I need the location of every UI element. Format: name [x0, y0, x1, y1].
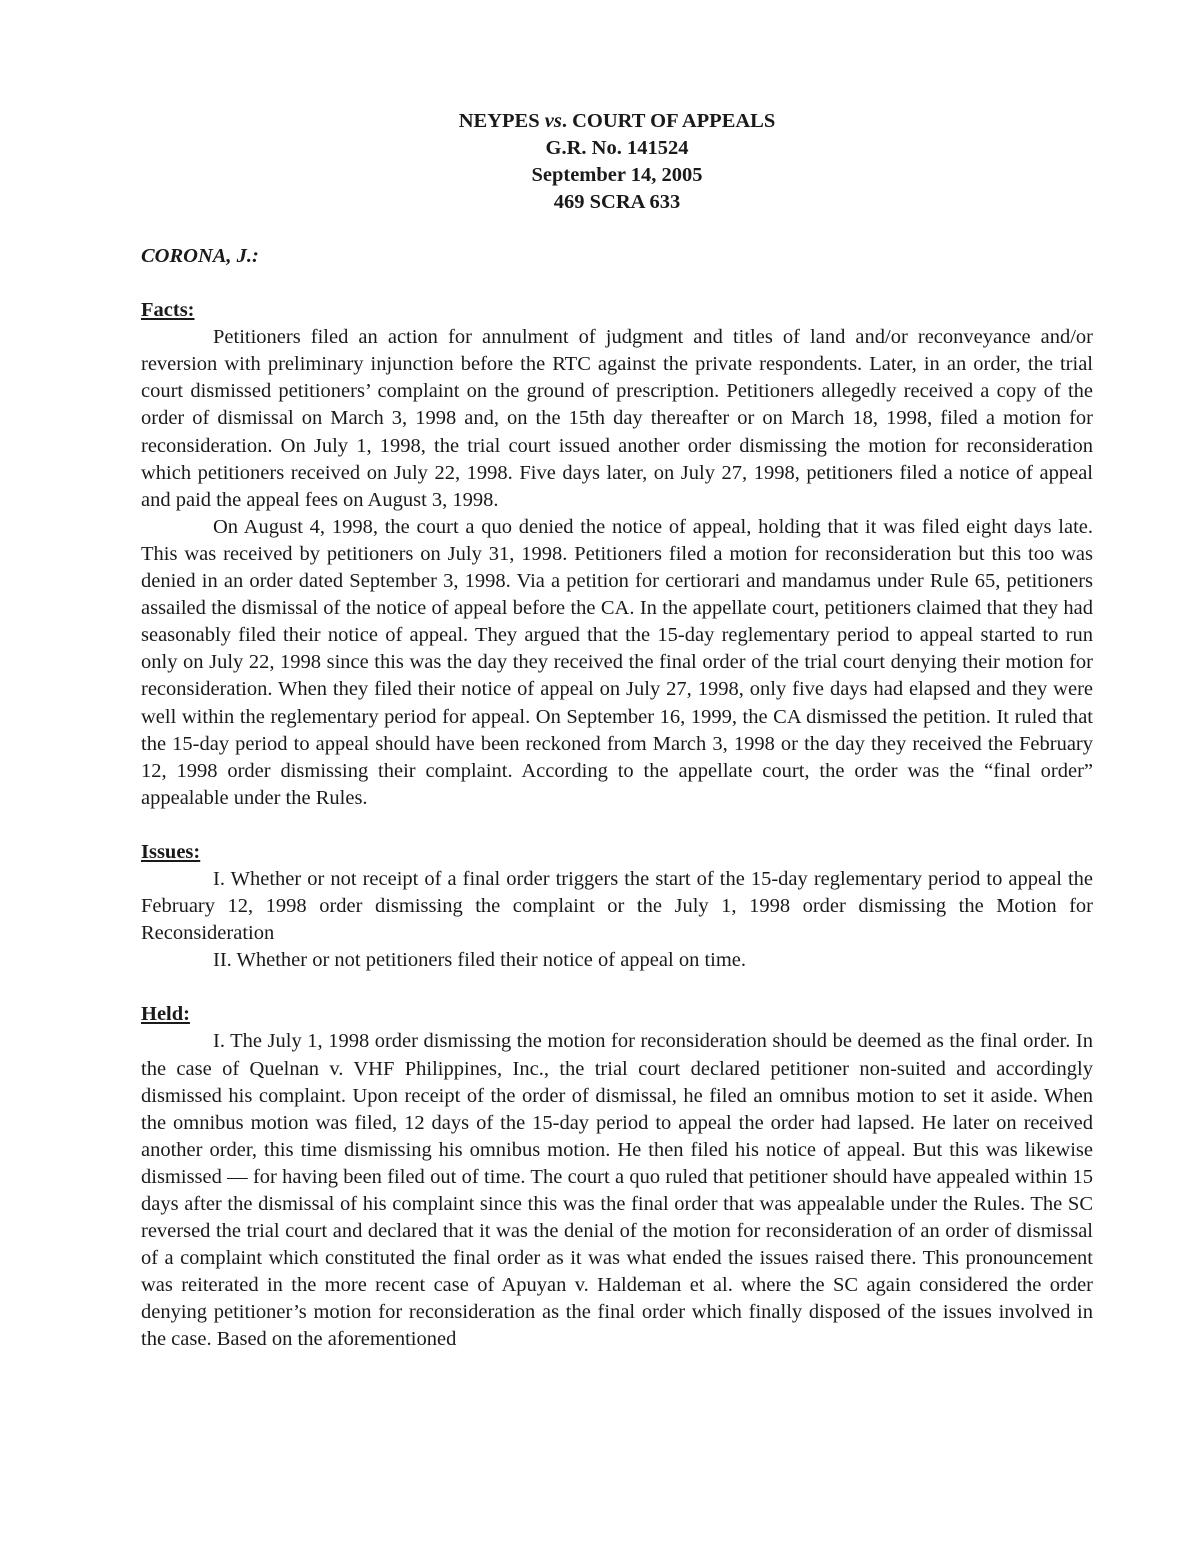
facts-paragraph: On August 4, 1998, the court a quo denied the notice of appeal, holding that it was filed eight days late. This was received by petitioners on July 31, 1998. Petitioners filed a motion for reconsideration but this too was denied in an order dated September 3, 1998. Via a petition for certiorari and mandamus under Rule 65, petitioners assailed the dismissal of the notice of appeal before the CA. In the appellate court, petitioners claimed that they had seasonably filed their notice of appeal. They argued that the 15-day reglementary period to appeal started to run only on July 22, 1998 since this was the day they received the final order of the trial court denying their motion for reconsideration. When they filed their notice of appeal on July 27, 1998, only five days had elapsed and they were well within the reglementary period for appeal. On September 16, 1999, the CA dismissed the petition. It ruled that the 15-day period to appeal should have been reckoned from March 3, 1998 or the day they received the February 12, 1998 order dismissing their complaint. According to the appellate court, the order was the “final order” appealable under the Rules. — [141, 515, 1093, 809]
issues-heading: Issues: — [141, 840, 201, 863]
decision-date: September 14, 2005 — [531, 164, 703, 186]
case-header — [141, 108, 1093, 216]
case-title: NEYPES vs. COURT OF APPEALS — [458, 110, 776, 132]
citation: 469 SCRA 633 — [553, 191, 681, 213]
issues-paragraph: I. Whether or not receipt of a final order triggers the start of the 15-day reglementary period to appeal the February 12, 1998 order dismissing the complaint or the July 1, 1998 order dismissing the Motion for Reconsideration — [141, 867, 1093, 945]
issues-paragraph: II. Whether or not petitioners filed their notice of appeal on time. — [213, 949, 747, 972]
document-page — [141, 108, 1093, 1354]
ponente: CORONA, J.: — [141, 245, 259, 267]
facts-paragraph: Petitioners filed an action for annulment of judgment and titles of land and/or reconveyance and/or reversion with preliminary injunction before the RTC against the private respondents. Later, in an order, the trial court dismissed petitioners’ complaint on the ground of prescription. Petitioners allegedly received a copy of the order of dismissal on March 3, 1998 and, on the 15th day thereafter or on March 18, 1998, filed a motion for reconsideration. On July 1, 1998, the trial court issued another order dismissing the motion for reconsideration which petitioners received on July 22, 1998. Five days later, on July 27, 1998, petitioners filed a notice of appeal and paid the appeal fees on August 3, 1998. — [141, 326, 1093, 511]
held-paragraph: I. The July 1, 1998 order dismissing the motion for reconsideration should be deemed as the final order. In the case of Quelnan v. VHF Philippines, Inc., the trial court declared petitioner non-suited and accordingly dismissed his complaint. Upon receipt of the order of dismissal, he filed an omnibus motion to set it aside. When the omnibus motion was filed, 12 days of the 15-day period to appeal the order had lapsed. He later on received another order, this time dismissing his omnibus motion. He then filed his notice of appeal. But this was likewise dismissed — for having been filed out of time. The court a quo ruled that petitioner should have appealed within 15 days after the dismissal of his complaint since this was the final order that was appealable under the Rules. The SC reversed the trial court and declared that it was the denial of the motion for reconsideration of an order of dismissal of a complaint which constituted the final order as it was what ended the issues raised there. This pronouncement was reiterated in the more recent case of Apuyan v. Haldeman et al. where the SC again considered the order denying petitioner’s motion for reconsideration as the final order which finally disposed of the issues involved in the case. Based on the aforementioned — [141, 1030, 1093, 1351]
facts-heading: Facts: — [141, 299, 195, 322]
gr-number: G.R. No. 141524 — [545, 137, 689, 159]
versus-abbrev: vs — [544, 110, 562, 132]
held-heading: Held: — [141, 1003, 190, 1026]
